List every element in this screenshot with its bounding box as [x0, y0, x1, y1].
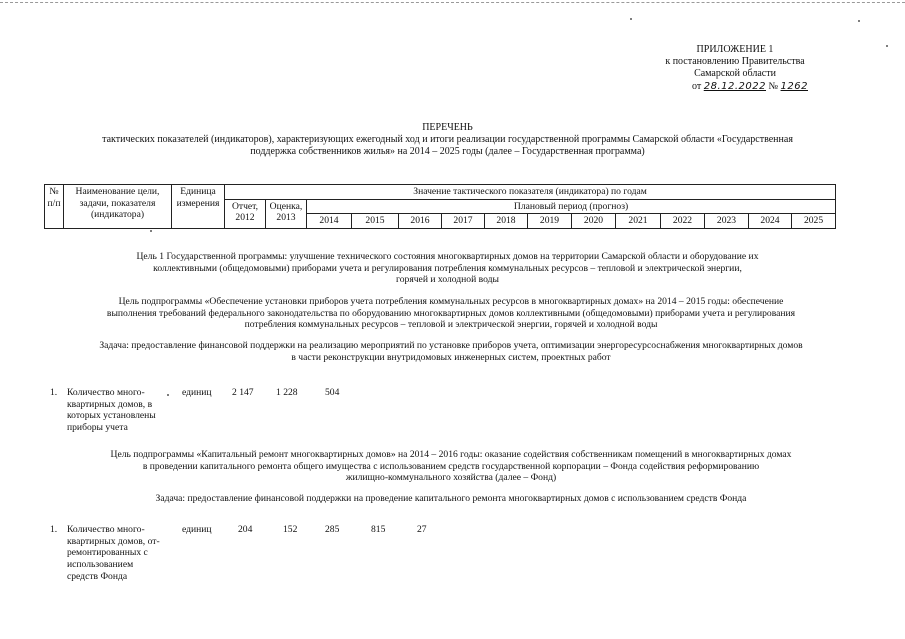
task-2-text	[56, 493, 846, 505]
scan-speck	[630, 18, 632, 20]
indicator-name-line: Количество много-	[67, 387, 145, 398]
indicator-2-value-2013: 152	[283, 524, 298, 535]
header-col-estimate: Оценка, 2013	[266, 199, 307, 228]
indicator-name-line: квартирных домов, в	[67, 398, 153, 410]
indicator-name-line: которых установлены	[67, 410, 156, 422]
number-prefix: №	[768, 80, 779, 92]
indicator-name-line: Количество много-	[67, 524, 145, 535]
indicator-2-num: 1.	[50, 524, 58, 535]
title-heading: ПЕРЕЧЕНЬ	[422, 122, 473, 133]
subprogram-2-goal	[56, 449, 846, 484]
header-year: 2016	[399, 214, 442, 229]
scan-top-edge	[0, 2, 905, 3]
indicator-2-value-2016: 27	[417, 524, 427, 535]
header-year: 2021	[616, 214, 661, 229]
header-col-values: Значение тактического показателя (индикатора) по годам	[225, 185, 836, 200]
subprogram-2-line: в проведении капитального ремонта общего имущества с использованием средств государственной корпорации – Фонда содействия реформированию	[142, 460, 760, 472]
appendix-block	[610, 44, 860, 93]
header-year: 2023	[705, 214, 749, 229]
header-year: 2014	[307, 214, 352, 229]
handwritten-number: 1262	[780, 80, 808, 92]
indicator-name-line: квартирных домов, от-	[67, 535, 160, 547]
indicator-name-line: ремонтированных с	[67, 547, 148, 559]
title-line-1: тактических показателей (индикаторов), характеризующих ежегодный ход и итоги реализации государственной программы Самарской области «Государственная	[102, 134, 793, 146]
appendix-line-2: к постановлению Правительства	[665, 56, 805, 68]
indicator-name-line: средств Фонда	[67, 570, 128, 582]
subprogram-2-line: Цель подпрограммы «Капитальный ремонт многоквартирных домов» на 2014 – 2016 годы: оказание содействия собственникам помещений в многоквартирных домах	[110, 449, 792, 460]
indicator-name-line: использованием	[67, 559, 134, 571]
indicator-1-name	[67, 387, 179, 434]
header-year: 2020	[572, 214, 616, 229]
indicator-2-name	[67, 524, 179, 583]
indicator-1-value-2013: 1 228	[276, 387, 298, 398]
header-col-name: Наименование цели, задачи, показателя (индикатора)	[64, 185, 172, 229]
subprogram-1-goal	[56, 296, 846, 331]
header-year: 2015	[352, 214, 399, 229]
header-col-report: Отчет, 2012	[225, 199, 266, 228]
appendix-line-3: Самарской области	[694, 68, 776, 80]
goal-1-line: Цель 1 Государственной программы: улучшение технического состояния многоквартирных домов на территории Самарской области и оборудование их	[136, 251, 759, 262]
scan-speck	[858, 20, 860, 22]
subprogram-1-line: Цель подпрограммы «Обеспечение установки приборов учета потребления коммунальных ресурсов в многоквартирных домах» на 2014 – 2015 годы: обеспечение	[118, 296, 784, 307]
header-col-num: № п/п	[45, 185, 64, 229]
scan-speck	[150, 230, 152, 232]
indicator-1-num: 1.	[50, 387, 58, 398]
indicators-header-table	[44, 184, 836, 229]
indicator-name-line: приборы учета	[67, 422, 128, 434]
subprogram-2-line: жилищно-коммунального хозяйства (далее – Фонд)	[345, 472, 557, 484]
header-col-unit: Единица измерения	[172, 185, 225, 229]
header-year: 2022	[661, 214, 705, 229]
header-year: 2018	[485, 214, 528, 229]
scan-speck	[167, 394, 169, 396]
title-line-2: поддержка собственников жилья» на 2014 – 2025 годы (далее – Государственная программа)	[250, 146, 645, 158]
header-year: 2025	[792, 214, 836, 229]
subprogram-1-line: потребления коммунальных ресурсов – тепловой и электрической энергии, горячей и холодной воды	[244, 319, 658, 331]
task-1-text	[56, 340, 846, 363]
date-prefix: от	[691, 80, 702, 92]
indicator-1-value-2014: 504	[325, 387, 340, 398]
document-title	[60, 122, 835, 159]
task-1-line: в части реконструкции внутридомовых инженерных систем, проектных работ	[291, 351, 611, 363]
task-2-line: Задача: предоставление финансовой поддержки на проведение капитального ремонта многоквартирных домов с использованием средств Фонда	[155, 493, 747, 504]
goal-1-text	[60, 251, 835, 286]
appendix-line-1: ПРИЛОЖЕНИЕ 1	[696, 44, 774, 55]
goal-1-line: горячей и холодной воды	[396, 274, 499, 286]
indicator-2-value-2012: 204	[238, 524, 253, 535]
header-year: 2024	[749, 214, 792, 229]
scan-speck	[886, 45, 888, 47]
goal-1-line: коллективными (общедомовыми) приборами учета и регулирования потребления коммунальных ресурсов – тепловой и электрической энергии,	[153, 262, 742, 274]
header-col-plan: Плановый период (прогноз)	[307, 199, 836, 214]
indicator-1-unit: единиц	[182, 387, 212, 398]
subprogram-1-line: выполнения требований федерального законодательства по оборудованию многоквартирных домов коллективными (общедомовыми) приборами учета и регулирования	[106, 307, 796, 319]
indicator-2-value-2014: 285	[325, 524, 340, 535]
handwritten-date: 28.12.2022	[703, 80, 766, 92]
header-year: 2019	[528, 214, 572, 229]
indicator-2-unit: единиц	[182, 524, 212, 535]
indicator-1-value-2012: 2 147	[232, 387, 254, 398]
task-1-line: Задача: предоставление финансовой поддержки на реализацию мероприятий по установке приборов учета, оптимизации энергоресурсоснабжения многоквартирных домов	[99, 340, 803, 351]
appendix-date-line	[610, 81, 860, 93]
indicator-2-value-2015: 815	[371, 524, 386, 535]
header-year: 2017	[442, 214, 485, 229]
